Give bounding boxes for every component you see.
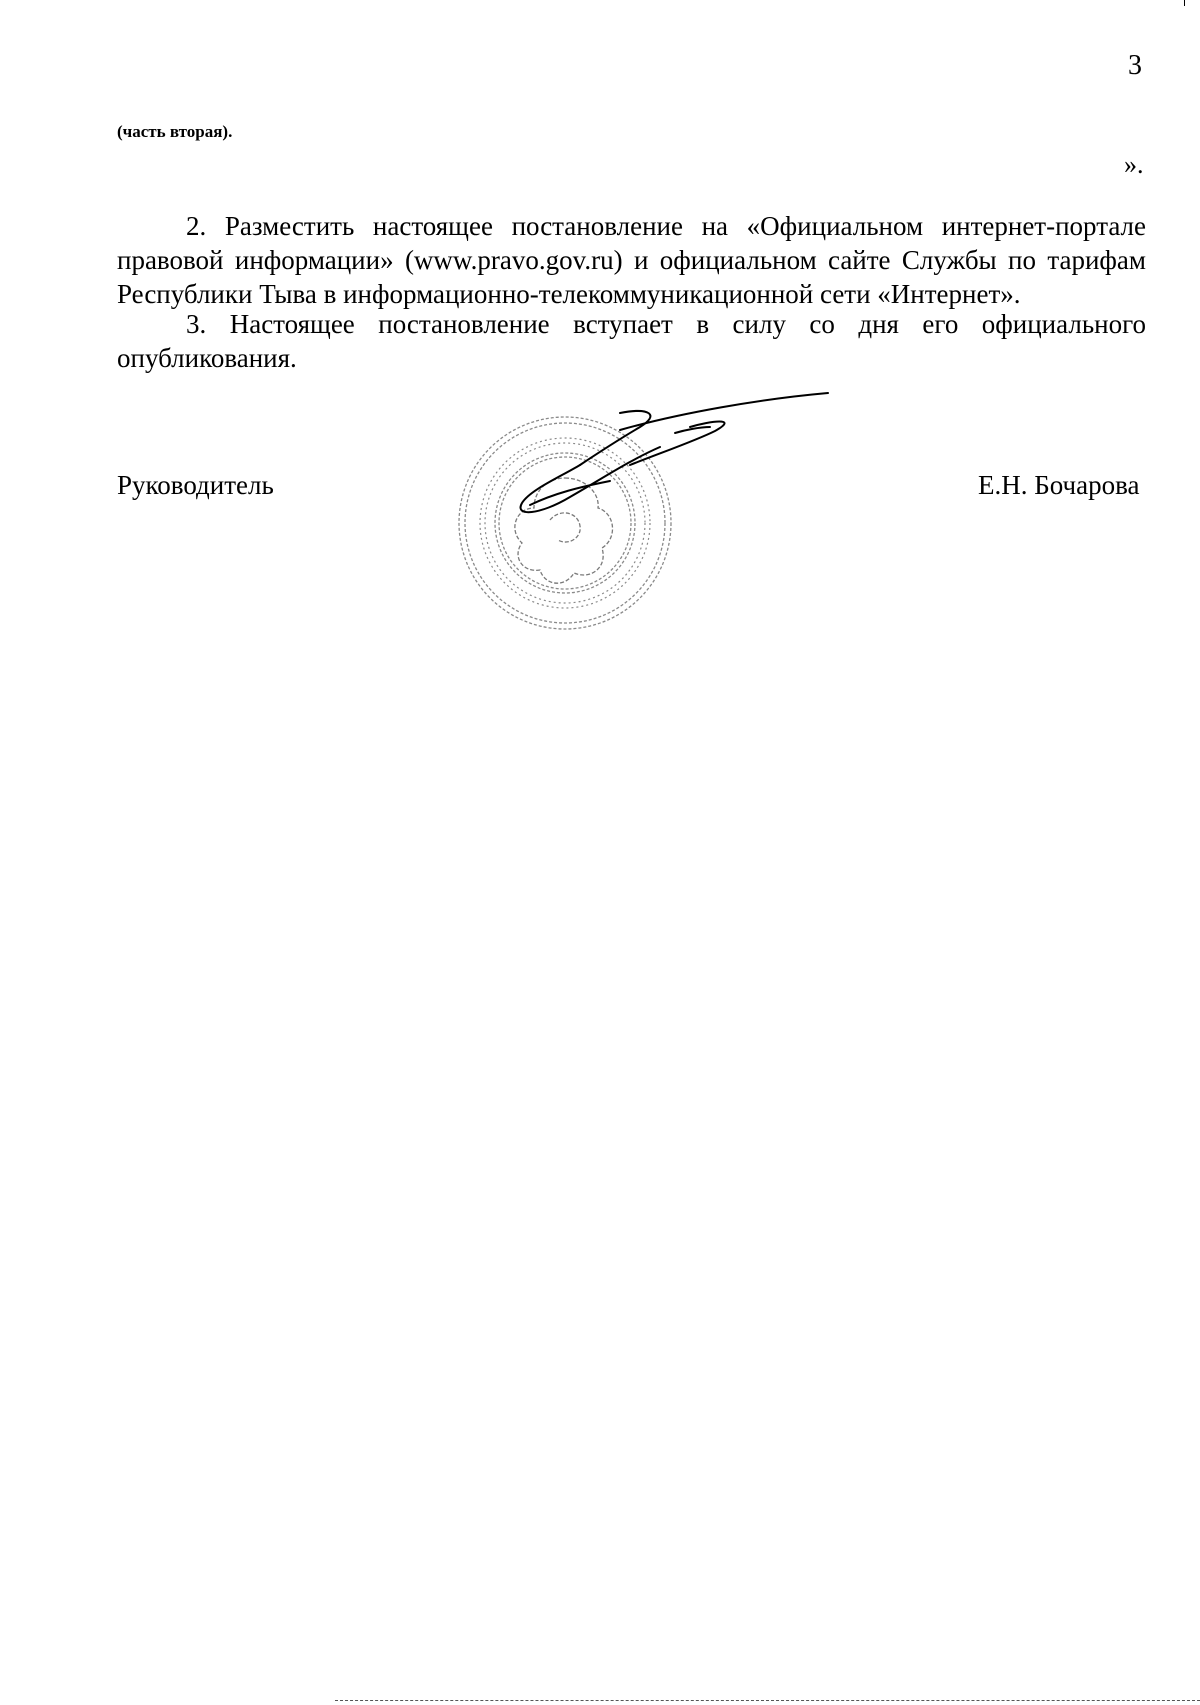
- page-number: 3: [1128, 50, 1142, 81]
- scan-bottom-edge: [335, 1700, 1200, 1701]
- signature-name: Е.Н. Бочарова: [978, 470, 1140, 500]
- handwritten-signature-icon: [500, 385, 830, 545]
- paragraph-3: 3. Настоящее постановление вступает в силу со дня его официального опубликования.: [117, 309, 1146, 373]
- closing-quote: ».: [1124, 150, 1144, 179]
- signature-role: Руководитель: [117, 470, 274, 500]
- previous-page-fragment: (часть вторая).: [117, 122, 233, 141]
- paragraph-2: 2. Разместить настоящее постановление на «Официальном интернет-портале правовой информации» (www.pravo.gov.ru) и официальном сайте Службы по тарифам Республики Тыва в информационно-телекоммуникационной сети «Интернет».: [117, 211, 1146, 309]
- scan-edge-mark: [1184, 0, 1185, 6]
